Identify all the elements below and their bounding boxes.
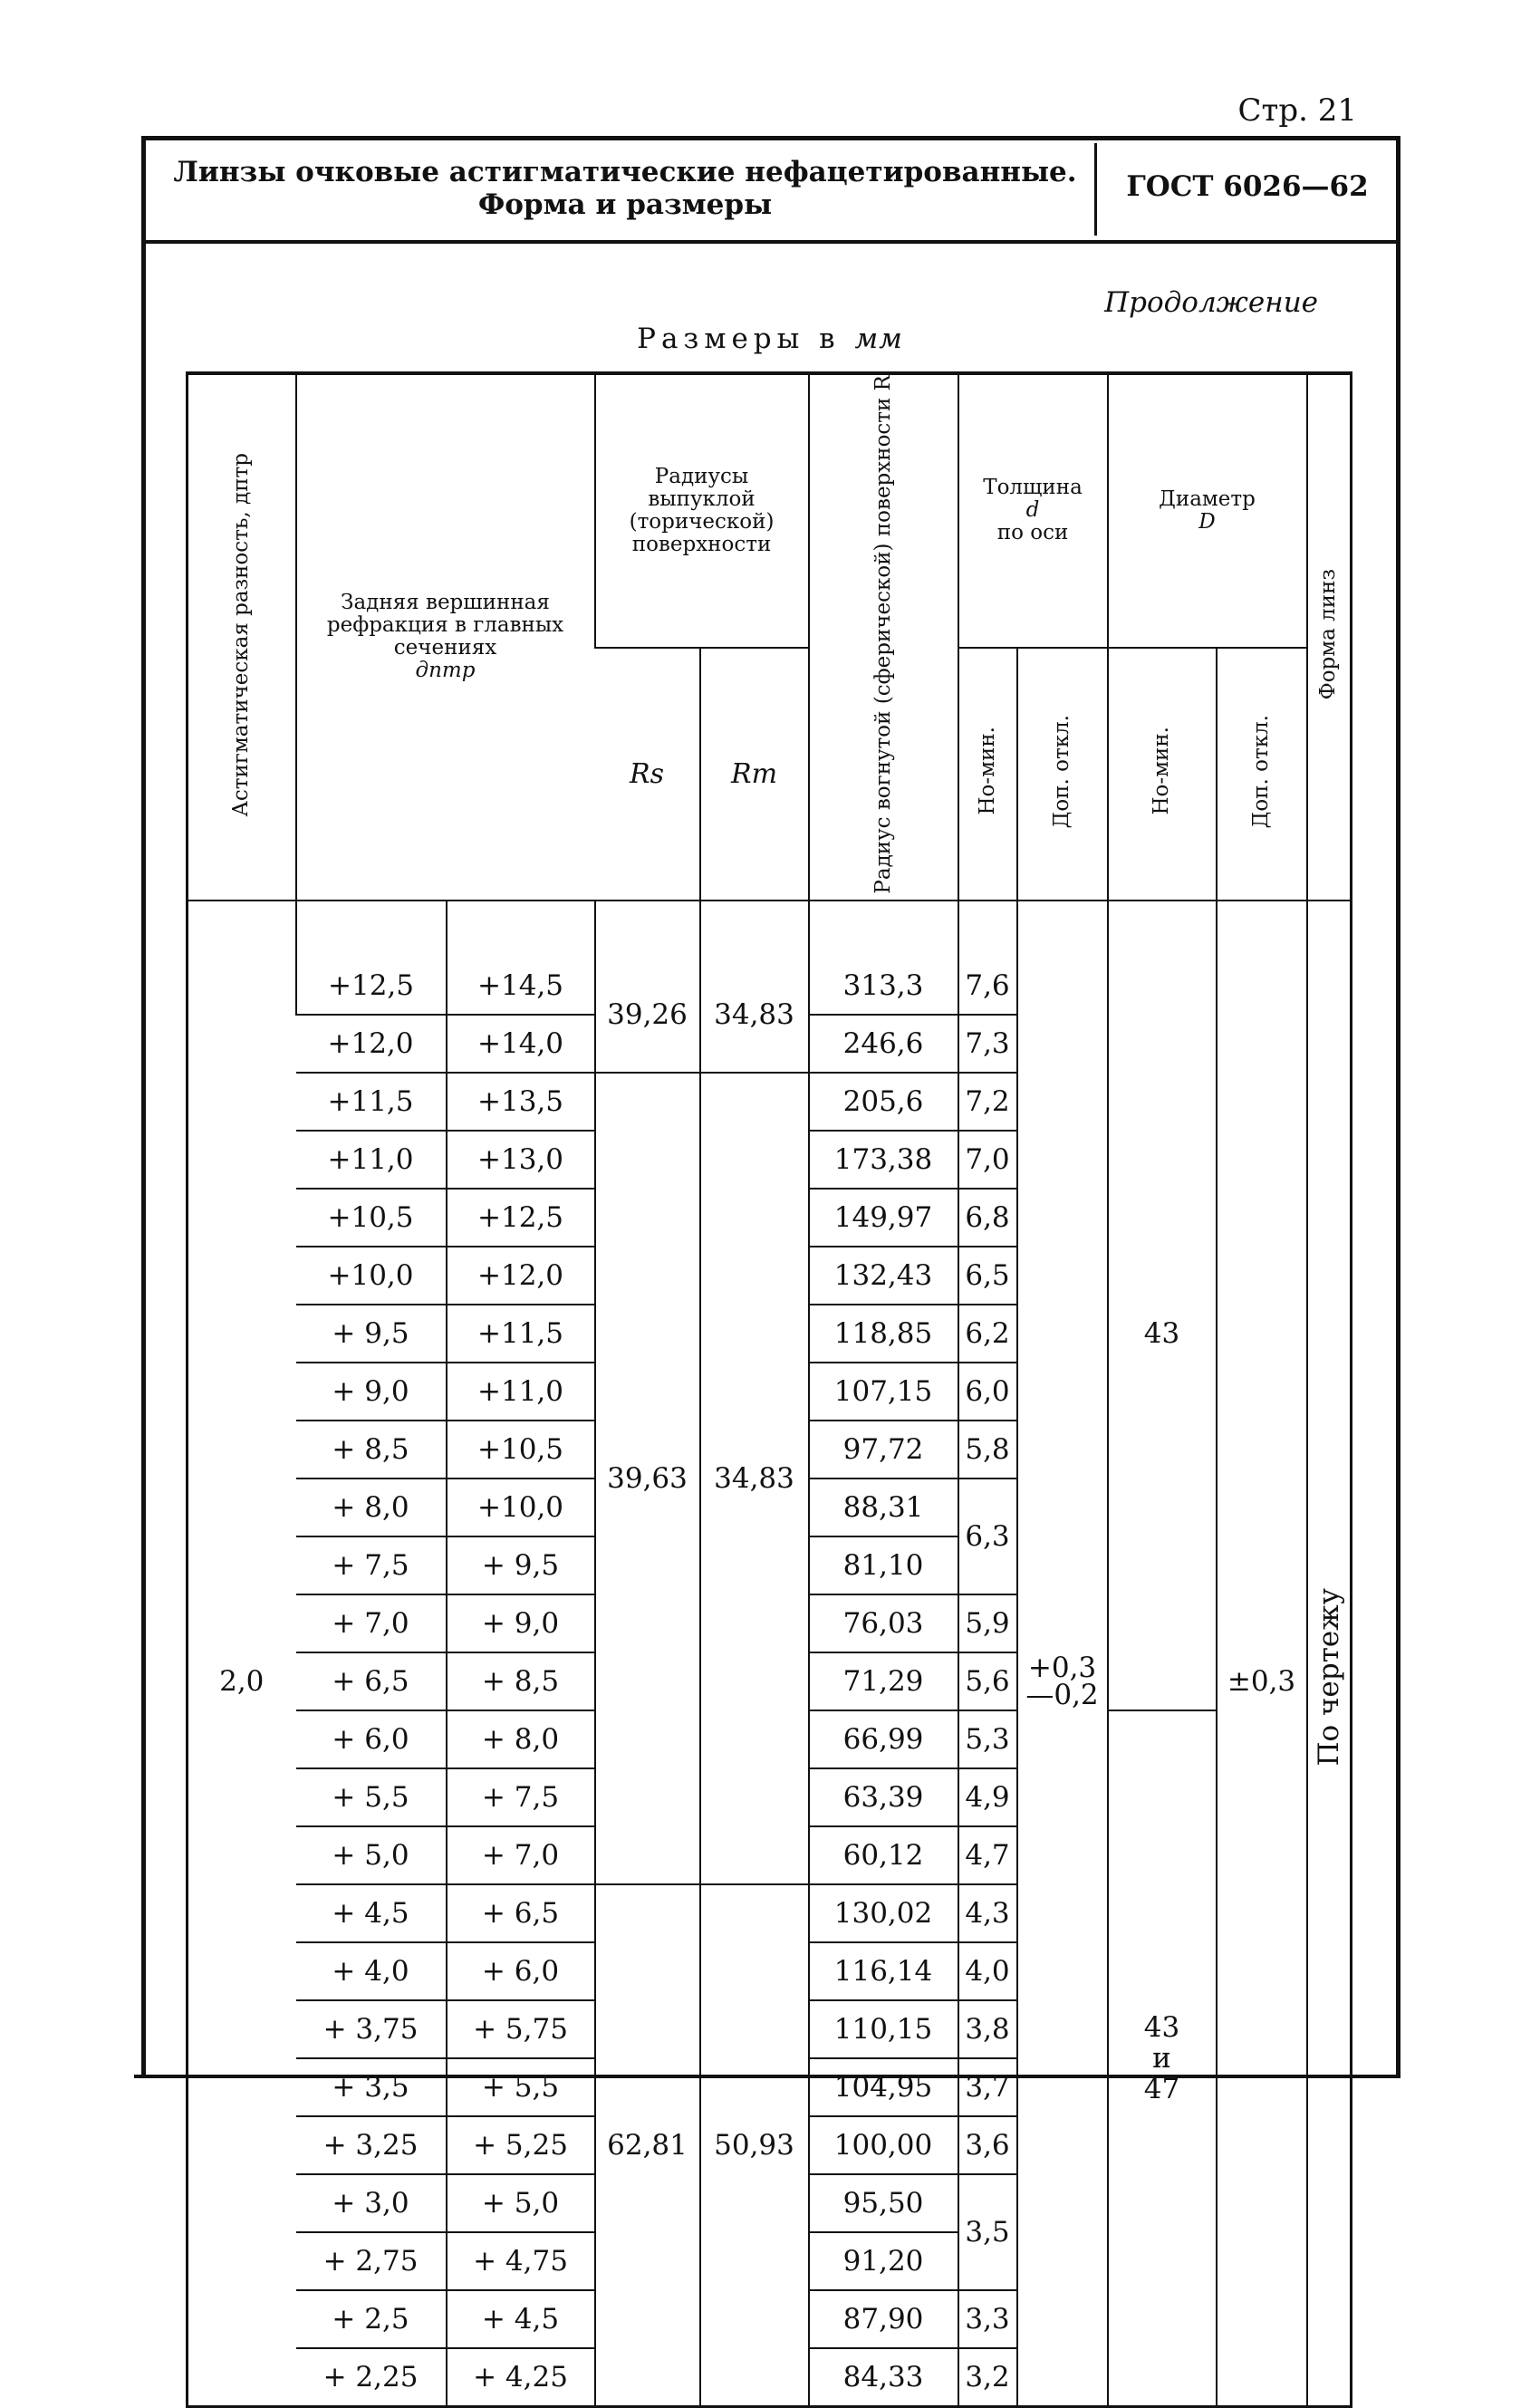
- header-form: Форма линз: [1307, 373, 1352, 901]
- thickness-nominal: 3,5: [958, 2174, 1017, 2290]
- concave-radius: 132,43: [809, 1247, 958, 1305]
- concave-radius: 173,38: [809, 1131, 958, 1189]
- concave-radius: 97,72: [809, 1421, 958, 1479]
- lens-dimensions-table: [186, 371, 1352, 2408]
- concave-radius: 66,99: [809, 1710, 958, 1768]
- header-thickness-dev: Доп. откл.: [1017, 648, 1108, 901]
- document-title: [172, 156, 1078, 221]
- concave-radius: 116,14: [809, 1942, 958, 2000]
- rm-value: 50,93: [700, 1884, 809, 2407]
- rear-refraction-1: +10,5: [296, 1189, 447, 1247]
- concave-radius: 76,03: [809, 1594, 958, 1652]
- thickness-nominal: 4,3: [958, 1884, 1017, 1942]
- thickness-nominal: 6,0: [958, 1363, 1017, 1421]
- rear-refraction-2: +11,5: [447, 1305, 595, 1363]
- rear-refraction-2: + 6,5: [447, 1884, 595, 1942]
- rear-refraction-1: + 3,75: [296, 2000, 447, 2058]
- continued-label: Продолжение: [1104, 286, 1318, 319]
- concave-radius: 95,50: [809, 2174, 958, 2232]
- concave-radius: 60,12: [809, 1826, 958, 1884]
- rear-refraction-2: + 7,5: [447, 1768, 595, 1826]
- units-label: [0, 323, 1540, 355]
- concave-radius: 313,3: [809, 958, 958, 1015]
- thickness-nominal: 7,6: [958, 958, 1017, 1015]
- rear-refraction-2: +13,5: [447, 1073, 595, 1131]
- rear-refraction-1: +11,0: [296, 1131, 447, 1189]
- thickness-nominal: 3,6: [958, 2116, 1017, 2174]
- rear-refraction-2: + 9,0: [447, 1594, 595, 1652]
- rear-refraction-2: + 8,0: [447, 1710, 595, 1768]
- concave-radius: 107,15: [809, 1363, 958, 1421]
- thickness-nominal: 5,6: [958, 1652, 1017, 1710]
- rear-refraction-2: + 5,0: [447, 2174, 595, 2232]
- concave-radius: 63,39: [809, 1768, 958, 1826]
- rm-value: 34,83: [700, 958, 809, 1073]
- thickness-nominal: 3,3: [958, 2290, 1017, 2348]
- rear-refraction-2: +14,5: [447, 958, 595, 1015]
- lens-form: По чертежу: [1307, 958, 1352, 2407]
- thickness-nominal: 7,3: [958, 1015, 1017, 1073]
- diameter-bottom-1: 43: [1143, 2010, 1180, 2044]
- concave-radius: 88,31: [809, 1479, 958, 1536]
- rear-refraction-1: + 8,0: [296, 1479, 447, 1536]
- header-diameter-dev: Доп. откл.: [1217, 648, 1307, 901]
- rear-refraction-1: + 4,5: [296, 1884, 447, 1942]
- rear-refraction-1: + 4,0: [296, 1942, 447, 2000]
- concave-radius: 205,6: [809, 1073, 958, 1131]
- rear-refraction-1: + 9,0: [296, 1363, 447, 1421]
- rear-refraction-2: + 5,75: [447, 2000, 595, 2058]
- units-prefix: Размеры в: [637, 323, 855, 355]
- concave-radius: 87,90: [809, 2290, 958, 2348]
- diameter-bottom-2: 47: [1143, 2072, 1180, 2105]
- diameter-bottom-and: и: [1152, 2041, 1171, 2075]
- thickness-nominal: 5,9: [958, 1594, 1017, 1652]
- thickness-tol-minus: —0,2: [1025, 1678, 1099, 1711]
- thickness-nominal: 6,5: [958, 1247, 1017, 1305]
- rear-refraction-2: + 5,25: [447, 2116, 595, 2174]
- thickness-nominal: 4,7: [958, 1826, 1017, 1884]
- rear-refraction-2: +10,0: [447, 1479, 595, 1536]
- concave-radius: 110,15: [809, 2000, 958, 2058]
- concave-radius: 118,85: [809, 1305, 958, 1363]
- rear-refraction-1: + 2,75: [296, 2232, 447, 2290]
- header-thickness: Толщина d по оси: [958, 373, 1108, 648]
- thickness-nominal: 7,0: [958, 1131, 1017, 1189]
- rs-value: 39,26: [595, 958, 700, 1073]
- rs-value: 39,63: [595, 1073, 700, 1884]
- thickness-nominal: 3,8: [958, 2000, 1017, 2058]
- thickness-nominal: 6,8: [958, 1189, 1017, 1247]
- diameter-tolerance: ±0,3: [1217, 958, 1307, 2407]
- header-concave-radius: Радиус вогнутой (сферической) поверхности R: [809, 373, 958, 901]
- rear-refraction-1: + 6,0: [296, 1710, 447, 1768]
- header-rear-refraction: Задняя вершинная рефракция в главных сечениях дптр: [296, 373, 595, 901]
- concave-radius: 104,95: [809, 2058, 958, 2116]
- concave-radius: 100,00: [809, 2116, 958, 2174]
- rear-refraction-2: +10,5: [447, 1421, 595, 1479]
- header-thickness-nom: Но-мин.: [958, 648, 1017, 901]
- rear-refraction-1: +10,0: [296, 1247, 447, 1305]
- concave-radius: 71,29: [809, 1652, 958, 1710]
- rear-refraction-1: + 8,5: [296, 1421, 447, 1479]
- header-rs: Rs: [595, 648, 700, 901]
- diameter-bottom: [1108, 1710, 1217, 2407]
- concave-radius: 84,33: [809, 2348, 958, 2407]
- rear-refraction-1: + 5,5: [296, 1768, 447, 1826]
- rear-refraction-2: +14,0: [447, 1015, 595, 1073]
- thickness-tol-plus: +0,3: [1027, 1651, 1097, 1684]
- rear-refraction-1: + 3,0: [296, 2174, 447, 2232]
- rear-refraction-2: + 5,5: [447, 2058, 595, 2116]
- rear-refraction-1: + 3,25: [296, 2116, 447, 2174]
- page-number: Стр. 21: [1237, 92, 1357, 129]
- rear-refraction-1: + 7,0: [296, 1594, 447, 1652]
- thickness-nominal: 4,9: [958, 1768, 1017, 1826]
- rear-refraction-2: + 4,25: [447, 2348, 595, 2407]
- concave-radius: 81,10: [809, 1536, 958, 1594]
- concave-radius: 149,97: [809, 1189, 958, 1247]
- rear-refraction-2: + 9,5: [447, 1536, 595, 1594]
- astig-value: 2,0: [219, 1664, 265, 1698]
- units-unit: мм: [854, 323, 903, 355]
- rear-refraction-1: + 2,5: [296, 2290, 447, 2348]
- rear-refraction-1: + 5,0: [296, 1826, 447, 1884]
- header-diameter-nom: Но-мин.: [1108, 648, 1217, 901]
- table-row: [188, 958, 1352, 1015]
- rm-value: 34,83: [700, 1073, 809, 1884]
- rear-refraction-1: + 6,5: [296, 1652, 447, 1710]
- title-line-1: Линзы очковые астигматические нефацетированные.: [173, 156, 1077, 188]
- thickness-nominal: 3,7: [958, 2058, 1017, 2116]
- rear-refraction-2: + 4,5: [447, 2290, 595, 2348]
- rear-refraction-2: +12,0: [447, 1247, 595, 1305]
- rear-refraction-1: +12,5: [296, 958, 447, 1015]
- header-radii: Радиусы выпуклой (торической) поверхности: [595, 373, 809, 648]
- rear-refraction-1: + 3,5: [296, 2058, 447, 2116]
- rear-refraction-2: + 8,5: [447, 1652, 595, 1710]
- rear-refraction-1: + 2,25: [322, 2360, 419, 2394]
- rear-refraction-2: +13,0: [447, 1131, 595, 1189]
- diameter-top: 43: [1108, 958, 1217, 1710]
- concave-radius: 246,6: [809, 1015, 958, 1073]
- rear-refraction-1: +12,0: [296, 1015, 447, 1073]
- thickness-nominal: 5,3: [958, 1710, 1017, 1768]
- thickness-tolerance: [1017, 958, 1108, 2407]
- thickness-nominal: 6,3: [958, 1479, 1017, 1594]
- rear-refraction-2: +12,5: [447, 1189, 595, 1247]
- rear-refraction-1: + 7,5: [296, 1536, 447, 1594]
- header-bottom-rule: [141, 240, 1400, 244]
- title-line-2: Форма и размеры: [477, 188, 773, 221]
- rear-refraction-1: +11,5: [296, 1073, 447, 1131]
- concave-radius: 130,02: [809, 1884, 958, 1942]
- header-diameter: Диаметр D: [1108, 373, 1307, 648]
- thickness-nominal: 5,8: [958, 1421, 1017, 1479]
- rear-refraction-1: + 9,5: [296, 1305, 447, 1363]
- thickness-nominal: 4,0: [958, 1942, 1017, 2000]
- rear-refraction-2: + 7,0: [447, 1826, 595, 1884]
- thickness-nominal: 7,2: [958, 1073, 1017, 1131]
- header-astig: Астигматическая разность, дптр: [188, 373, 296, 901]
- thickness-nominal: 6,2: [958, 1305, 1017, 1363]
- standard-code: ГОСТ 6026—62: [1126, 170, 1369, 203]
- rear-refraction-2: + 4,75: [447, 2232, 595, 2290]
- concave-radius: 91,20: [809, 2232, 958, 2290]
- header-divider: [1094, 143, 1097, 236]
- rear-refraction-2: +11,0: [447, 1363, 595, 1421]
- thickness-nominal: 3,2: [958, 2348, 1017, 2407]
- header-rm: Rm: [700, 648, 809, 901]
- rear-refraction-2: + 6,0: [447, 1942, 595, 2000]
- rs-value: 62,81: [595, 1884, 700, 2407]
